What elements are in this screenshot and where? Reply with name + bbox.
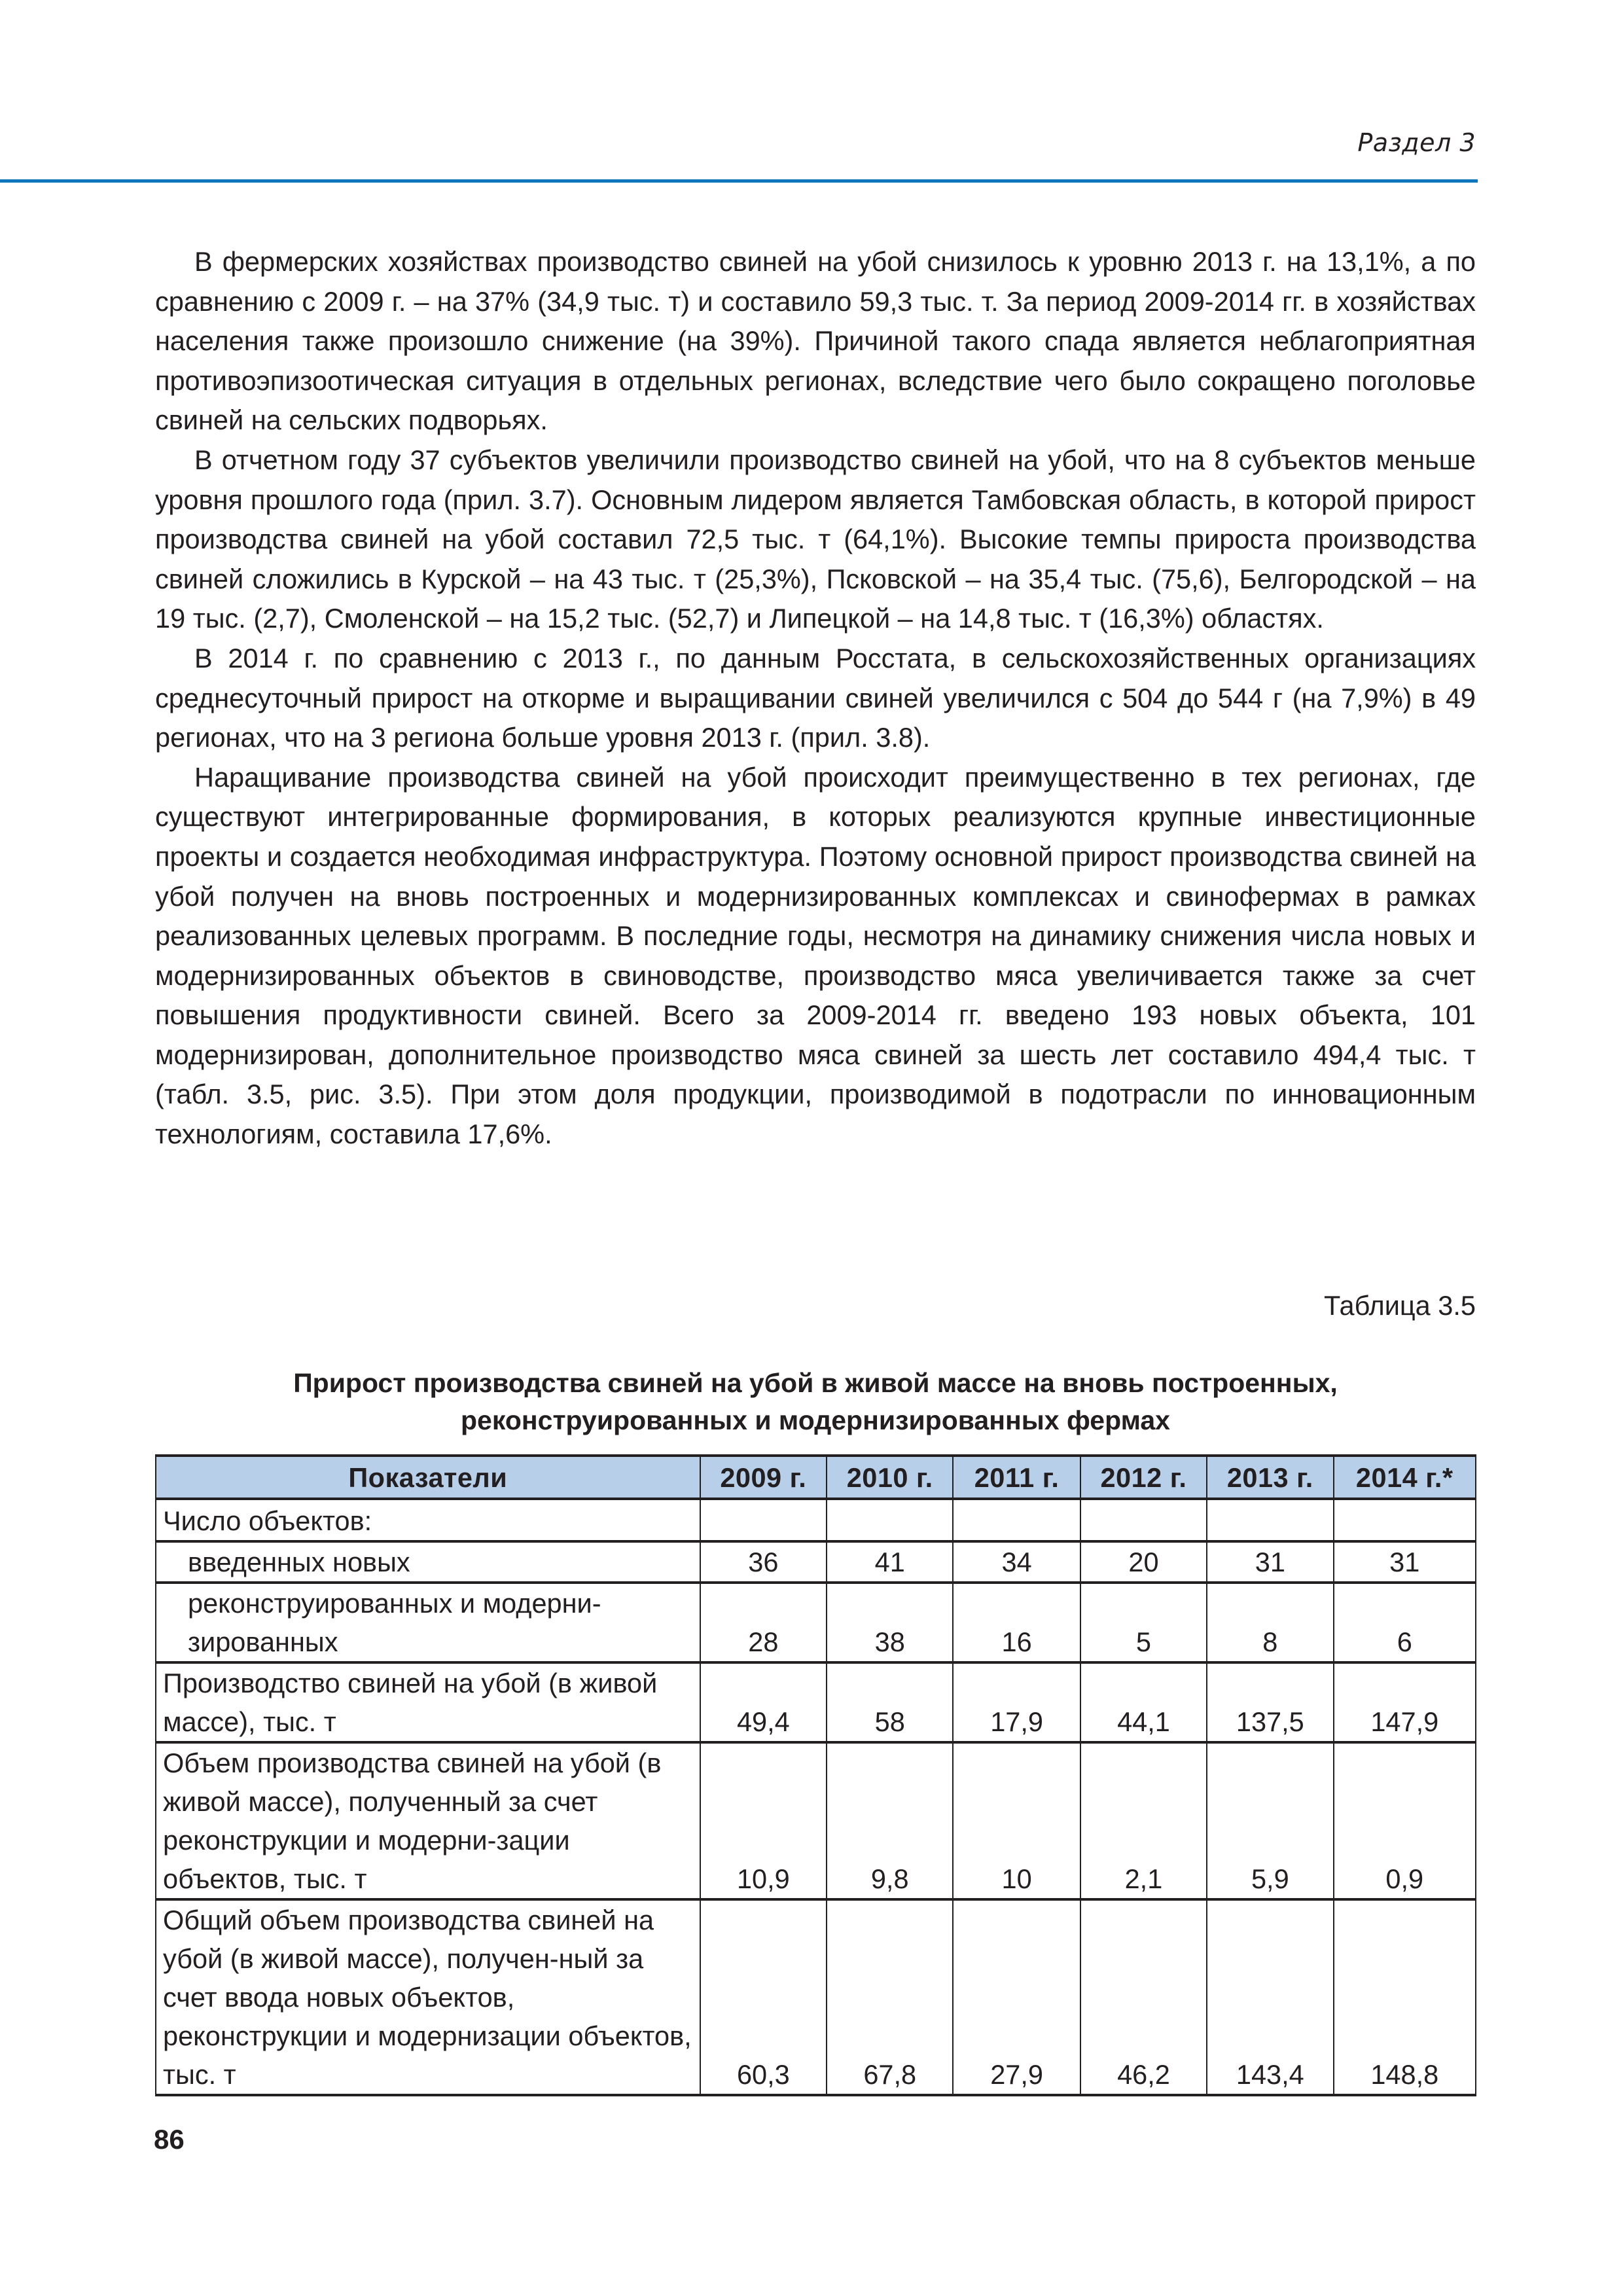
running-head: Раздел 3 — [1357, 128, 1476, 157]
cell — [953, 1499, 1080, 1541]
cell: 143,4 — [1207, 1899, 1333, 2095]
cell: 6 — [1334, 1583, 1476, 1662]
column-header-2012: 2012 г. — [1080, 1456, 1207, 1499]
cell: 49,4 — [700, 1662, 827, 1742]
cell: 8 — [1207, 1583, 1333, 1662]
row-label: введенных новых — [156, 1541, 700, 1583]
row-label: Число объектов: — [156, 1499, 700, 1541]
cell — [700, 1499, 827, 1541]
row-label: реконструированных и модерни-зированных — [156, 1583, 700, 1662]
body-text — [155, 242, 1476, 1155]
table-row — [156, 1662, 1476, 1742]
table-header-row — [156, 1456, 1476, 1499]
cell: 5 — [1080, 1583, 1207, 1662]
cell: 16 — [953, 1583, 1080, 1662]
table-row — [156, 1583, 1476, 1662]
cell: 28 — [700, 1583, 827, 1662]
cell: 147,9 — [1334, 1662, 1476, 1742]
cell: 44,1 — [1080, 1662, 1207, 1742]
column-header-2014: 2014 г.* — [1334, 1456, 1476, 1499]
data-table — [155, 1454, 1476, 2096]
cell: 27,9 — [953, 1899, 1080, 2095]
cell — [827, 1499, 953, 1541]
column-header-2013: 2013 г. — [1207, 1456, 1333, 1499]
table-title-line: Прирост производства свиней на убой в живой массе на вновь построенных, — [293, 1368, 1338, 1398]
cell: 60,3 — [700, 1899, 827, 2095]
column-header-2011: 2011 г. — [953, 1456, 1080, 1499]
row-label: Производство свиней на убой (в живой массе), тыс. т — [156, 1662, 700, 1742]
table-title-line: реконструированных и модернизированных фермах — [461, 1405, 1170, 1435]
cell: 34 — [953, 1541, 1080, 1583]
table-row — [156, 1899, 1476, 2095]
row-label: Общий объем производства свиней на убой (в живой массе), получен-ный за счет ввода новых объектов, реконструкции и модернизации объектов, тыс. т — [156, 1899, 700, 2095]
cell: 0,9 — [1334, 1742, 1476, 1899]
row-label: Объем производства свиней на убой (в живой массе), полученный за счет реконструкции и модерни-зации объектов, тыс. т — [156, 1742, 700, 1899]
cell: 137,5 — [1207, 1662, 1333, 1742]
cell: 10 — [953, 1742, 1080, 1899]
cell: 31 — [1334, 1541, 1476, 1583]
paragraph: Наращивание производства свиней на убой происходит преимущественно в тех регионах, где существуют интегрированные формирования, в которых реализуются крупные инвестиционные проекты и создается необходимая инфраструктура. Поэтому основной прирост производства свиней на убой получен на вновь построенных и модернизированных комплексах и свинофермах в рамках реализованных целевых программ. В последние годы, несмотря на динамику снижения числа новых и модернизированных объектов в свиноводстве, производство мяса увеличивается также за счет повышения продуктивности свиней. Всего за 2009-2014 гг. введено 193 новых объекта, 101 модернизирован, дополнительное производство мяса свиней за шесть лет составило 494,4 тыс. т (табл. 3.5, рис. 3.5). При этом доля продукции, производимой в подотрасли по инновационным технологиям, составила 17,6%. — [155, 761, 1476, 1150]
table-row — [156, 1541, 1476, 1583]
page-number: 86 — [154, 2124, 185, 2155]
table-row — [156, 1499, 1476, 1541]
cell: 36 — [700, 1541, 827, 1583]
table-row — [156, 1742, 1476, 1899]
cell: 10,9 — [700, 1742, 827, 1899]
cell: 20 — [1080, 1541, 1207, 1583]
cell — [1334, 1499, 1476, 1541]
cell: 9,8 — [827, 1742, 953, 1899]
cell: 41 — [827, 1541, 953, 1583]
cell: 5,9 — [1207, 1742, 1333, 1899]
cell: 148,8 — [1334, 1899, 1476, 2095]
paragraph: В отчетном году 37 субъектов увеличили производство свиней на убой, что на 8 субъектов меньше уровня прошлого года (прил. 3.7). Основным лидером является Тамбовская область, в которой прирост производства свиней на убой составил 72,5 тыс. т (64,1%). Высокие темпы прироста производства свиней сложились в Курской – на 43 тыс. т (25,3%), Псковской – на 35,4 тыс. (75,6), Белгородской – на 19 тыс. (2,7), Смоленской – на 15,2 тыс. (52,7) и Липецкой – на 14,8 тыс. т (16,3%) областях. — [155, 444, 1476, 634]
cell: 38 — [827, 1583, 953, 1662]
column-header-2010: 2010 г. — [827, 1456, 953, 1499]
column-header-indicators: Показатели — [156, 1456, 700, 1499]
cell: 2,1 — [1080, 1742, 1207, 1899]
cell: 46,2 — [1080, 1899, 1207, 2095]
cell — [1080, 1499, 1207, 1541]
header-rule — [0, 179, 1478, 183]
cell: 58 — [827, 1662, 953, 1742]
cell: 17,9 — [953, 1662, 1080, 1742]
table-title — [155, 1365, 1476, 1439]
table-caption: Таблица 3.5 — [1324, 1290, 1476, 1321]
paragraph: В фермерских хозяйствах производство свиней на убой снизилось к уровню 2013 г. на 13,1%, а по сравнению с 2009 г. – на 37% (34,9 тыс. т) и составило 59,3 тыс. т. За период 2009-2014 гг. в хозяйствах населения также произошло снижение (на 39%). Причиной такого спада является неблагоприятная противоэпизоотическая ситуация в отдельных регионах, вследствие чего было сокращено поголовье свиней на сельских подворьях. — [155, 246, 1476, 436]
column-header-2009: 2009 г. — [700, 1456, 827, 1499]
paragraph: В 2014 г. по сравнению с 2013 г., по данным Росстата, в сельскохозяйственных организациях среднесуточный прирост на откорме и выращивании свиней увеличился с 504 до 544 г (на 7,9%) в 49 регионах, что на 3 региона больше уровня 2013 г. (прил. 3.8). — [155, 642, 1476, 753]
cell — [1207, 1499, 1333, 1541]
cell: 67,8 — [827, 1899, 953, 2095]
cell: 31 — [1207, 1541, 1333, 1583]
